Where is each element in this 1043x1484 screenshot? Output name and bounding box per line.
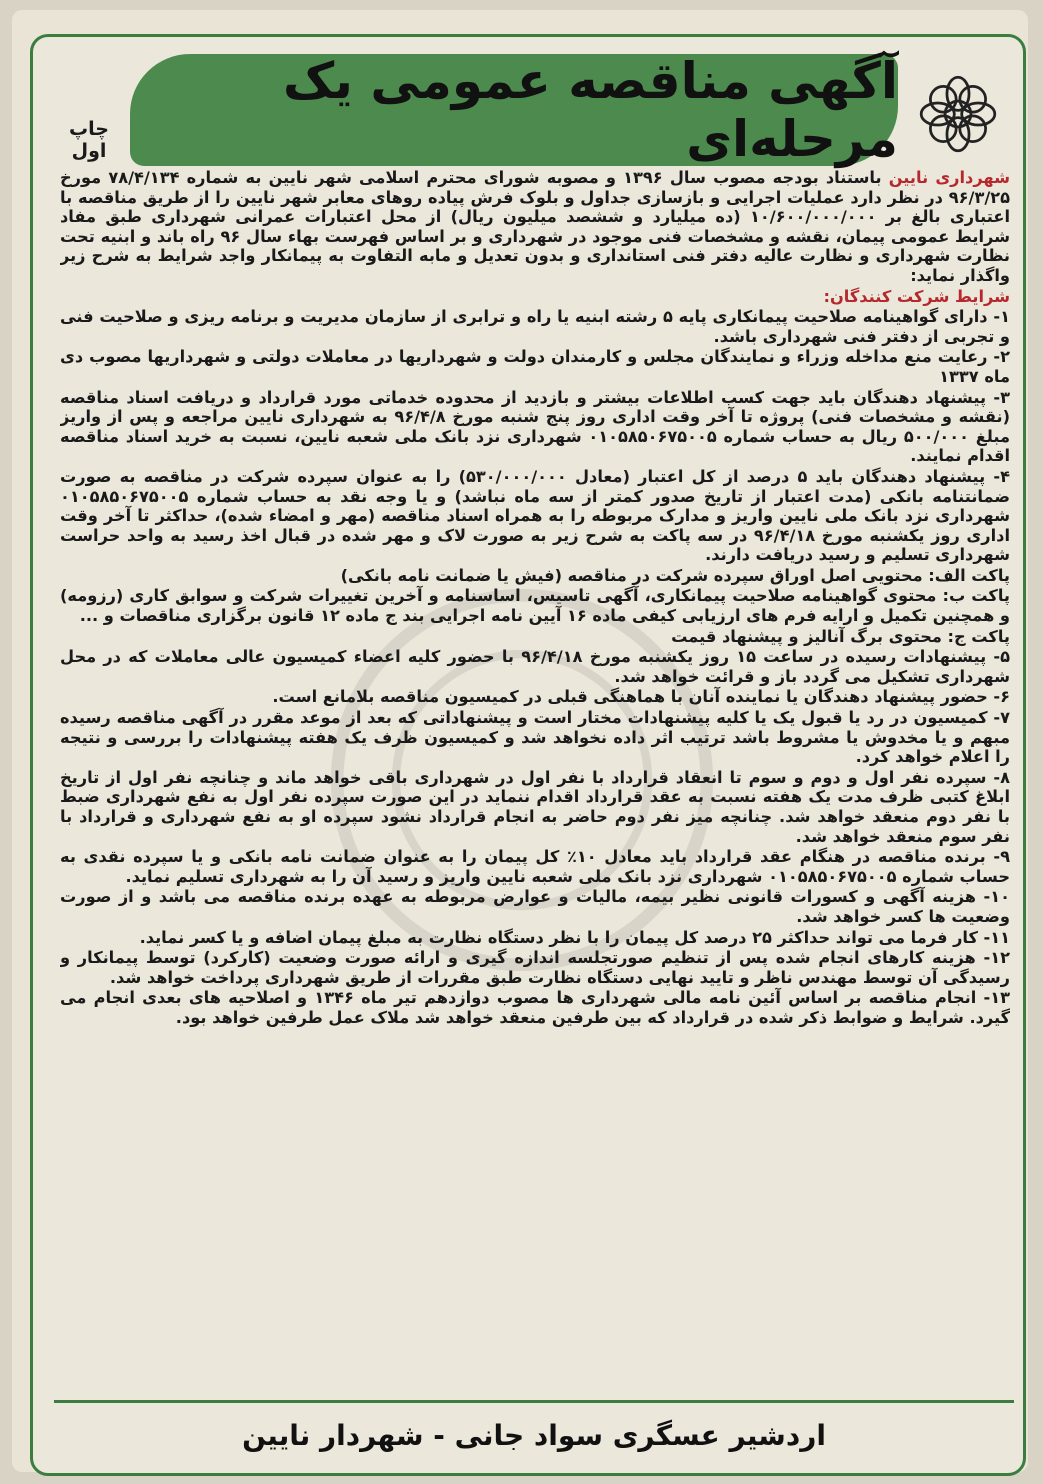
newspaper-page xyxy=(12,10,1028,1472)
ad-body xyxy=(60,168,1010,1378)
ad-title: آگهی مناقصه عمومی یک مرحله‌ای xyxy=(282,52,898,168)
edition-label: چاپ اول xyxy=(69,118,109,162)
conditions-heading: شرایط شرکت کنندگان: xyxy=(823,286,1010,306)
condition-item: ۱۰- هزینه آگهی و کسورات قانونی نظیر بیمه، مالیات و عوارض مربوطه به عهده برنده مناقصه می باشد و از صورت وضعیت ها کسر خواهد شد. xyxy=(60,887,1010,926)
condition-item: ۲- رعایت منع مداخله وزراء و نمایندگان مجلس و کارمندان دولت و شهرداریها در معاملات دولتی و شهرداریها مصوب دی ماه ۱۳۳۷ xyxy=(60,347,1010,386)
envelope-c: پاکت ج: محتوی برگ آنالیز و پیشنهاد قیمت xyxy=(671,626,1010,646)
condition-item: ۱۳- انجام مناقصه بر اساس آئین نامه مالی شهرداری ها مصوب دوازدهم تیر ماه ۱۳۴۶ و اصلاحیه های بعدی انجام می گیرد. شرایط و ضوابط ذکر شده در قرارداد که بین طرفین منعقد خواهد شد ملاک عمل طرفین خواهد بود. xyxy=(60,988,1010,1027)
condition-item: ۶- حضور پیشنهاد دهندگان یا نماینده آنان با هماهنگی قبلی در کمیسیون مناقصه بلامانع است. xyxy=(272,687,1010,707)
issuer-name: شهرداری نایین xyxy=(888,168,1010,187)
envelope-b: پاکت ب: محتوی گواهینامه صلاحیت پیمانکاری، آگهی تاسیس، اساسنامه و آخرین تغییرات شرکت و سوابق کاری (رزومه) و همچنین تکمیل و ارایه فرم های ارزیابی کیفی ماده ۱۶ آیین نامه اجرایی بند ج ماده ۱۲ قانون برگزاری مناقصات و ... xyxy=(60,586,1010,626)
condition-item: ۹- برنده مناقصه در هنگام عقد قرارداد باید معادل ۱۰٪ کل پیمان را به عنوان ضمانت نامه بانکی و یا سپرده نقدی به حساب شماره ۰۱۰۵۸۵۰۶۷۵۰۰۵ شهرداری نزد بانک ملی شعبه نایین واریز و رسید آن را به شهرداری تسلیم نماید. xyxy=(60,847,1010,886)
signature-line: اردشیر عسگری سواد جانی - شهردار نایین xyxy=(242,1418,826,1452)
envelope-a: پاکت الف: محتویی اصل اوراق سپرده شرکت در مناقصه (فیش یا ضمانت نامه بانکی) xyxy=(340,565,1010,585)
intro-paragraph xyxy=(60,168,1010,286)
condition-item: ۸- سپرده نفر اول و دوم و سوم تا انعقاد قرارداد با نفر اول در شهرداری باقی خواهد ماند و چنانچه نفر اول از تاریخ ابلاغ کتبی ظرف مدت یک هفته نسبت به عقد قرارداد اقدام ننماید در این صورت سپرده نفر اول به نفع شهرداری ضبط با نفر دوم منعقد خواهد شد. چنانچه میز نفر دوم حاضر به انجام قرارداد نشود سپرده او به نفع شهرداری و قرارداد با نفر سوم منعقد خواهد شد. xyxy=(60,767,1010,846)
condition-item: ۱- دارای گواهینامه صلاحیت پیمانکاری پایه ۵ رشته ابنیه یا راه و ترابری از سازمان مدیریت و برنامه ریزی و صلاحیت فنی و تجربی از دفتر فنی شهرداری باشد. xyxy=(60,307,1010,346)
condition-item: ۵- پیشنهادات رسیده در ساعت ۱۵ روز یکشنبه مورخ ۹۶/۴/۱۸ با حضور کلیه اعضاء کمیسیون عالی معاملات که در محل شهرداری تشکیل می گردد باز و قرائت خواهد شد. xyxy=(60,647,1010,686)
condition-item: ۷- کمیسیون در رد یا قبول یک یا کلیه پیشنهادات مختار است و پیشنهاداتی که بعد از موعد مقرر در آگهی مناقصه رسیده مبهم و یا مخدوش یا مشروط باشد ترتیب اثر داده نخواهد شد و کمیسیون ظرف یک هفته پیشنهادات را بررسی و نتیجه را اعلام خواهد کرد. xyxy=(60,708,1010,767)
condition-item: ۴- پیشنهاد دهندگان باید ۵ درصد از کل اعتبار (معادل ۵۳۰/۰۰۰/۰۰۰) را به عنوان سپرده شرکت در مناقصه به صورت ضمانتنامه بانکی (مدت اعتبار از تاریخ صدور کمتر از سه ماه نباشد) و یا وجه نقد به حساب شماره ۰۱۰۵۸۵۰۶۷۵۰۰۵ شهرداری نزد بانک ملی نایین واریز و مدارک مربوطه را به همراه اسناد مناقصه (مهر و امضاء شده)، حداکثر تا آخر وقت اداری روز یکشنبه مورخ ۹۶/۴/۱۸ در سه پاکت به شرح زیر به صورت لاک و مهر شده در قبال اخذ رسید به واحد حراست شهرداری تسلیم و رسید دریافت دارند. xyxy=(60,466,1010,565)
municipality-logo-icon xyxy=(912,68,1004,160)
signature-footer xyxy=(54,1400,1014,1467)
intro-text: باستناد بودجه مصوب سال ۱۳۹۶ و مصوبه شورای محترم اسلامی شهر نایین به شماره ۷۸/۴/۱۳۴ مورخ ۹۶/۳/۲۵ در نظر دارد عملیات اجرایی و بازسازی جداول و بلوک فرش پیاده روهای معابر شهر نایین را از طریق مناقصه با اعتباری بالغ بر ۱۰/۶۰۰/۰۰۰/۰۰۰ (ده میلیارد و ششصد میلیون ریال) از محل اعتبارات عمرانی شهرداری طبق مفاد شرایط عمومی پیمان، نقشه و مشخصات فنی موجود در شهرداری و بر اساس فهرست بهاء سال ۹۶ راه باند و ابنیه تحت نظارت شهرداری و نظارت عالیه دفتر فنی استانداری و بدون تعدیل و مابه التفاوت به پیمانکار واجد شرایط به شرح زیر واگذار نماید: xyxy=(60,168,1010,285)
title-banner xyxy=(130,54,898,166)
condition-item: ۳- پیشنهاد دهندگان باید جهت کسب اطلاعات بیشتر و بازدید از محدوده خدماتی مورد قرارداد و دریافت اسناد مناقصه (نقشه و مشخصات فنی) پروژه تا آخر وقت اداری روز پنج شنبه مورخ ۹۶/۴/۸ به شهرداری نایین مراجعه و پس از واریز مبلغ ۵۰۰/۰۰۰ ریال به حساب شماره ۰۱۰۵۸۵۰۶۷۵۰۰۵ شهرداری نزد بانک ملی شعبه نایین، نسبت به خرید اسناد مناقصه اقدام نمایند. xyxy=(60,387,1010,466)
condition-item: ۱۱- کار فرما می تواند حداکثر ۲۵ درصد کل پیمان را با نظر دستگاه نظارت به مبلغ پیمان اضافه و یا کسر نماید. xyxy=(139,927,1010,947)
condition-item: ۱۲- هزینه کارهای انجام شده پس از تنظیم صورتجلسه اندازه گیری و ارائه صورت وضعیت (کارکرد) توسط پیمانکار و رسیدگی آن توسط مهندس ناظر و تایید نهایی دستگاه نظارت طبق مقررات از طریق شهرداری پرداخت خواهد شد. xyxy=(60,948,1010,987)
